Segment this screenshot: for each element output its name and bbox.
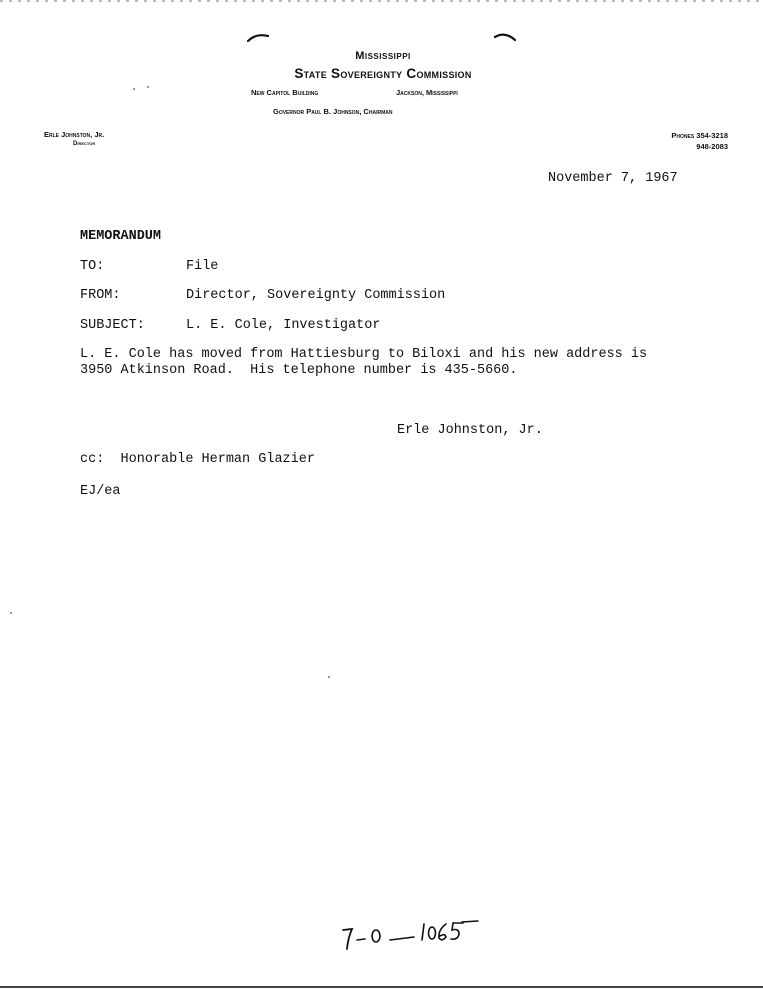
to-value: File xyxy=(186,259,219,274)
typist-initials: EJ/ea xyxy=(80,484,121,499)
letterhead-director-name: Erle Johnston, Jr. xyxy=(44,130,105,139)
subject-value: L. E. Cole, Investigator xyxy=(186,318,381,333)
signature-name: Erle Johnston, Jr. xyxy=(397,423,543,438)
cc-value: Honorable Herman Glazier xyxy=(120,452,315,467)
scan-speck xyxy=(133,88,135,90)
body-line-1: L. E. Cole has moved from Hattiesburg to Biloxi and his new address is xyxy=(80,347,648,362)
scan-speck xyxy=(147,86,149,88)
phone-number-1: 354-3218 xyxy=(696,131,728,140)
letterhead-director-title: Director xyxy=(73,141,96,147)
cc-label: cc: xyxy=(80,452,105,467)
right-swoosh-ornament xyxy=(494,32,516,42)
phones-label: Phones xyxy=(671,131,695,140)
scan-speck xyxy=(10,612,12,614)
cc-line xyxy=(80,452,315,467)
body-line-2: 3950 Atkinson Road. His telephone number is 435-5660. xyxy=(80,363,518,378)
letterhead-phones xyxy=(620,130,728,152)
subject-label: SUBJECT: xyxy=(80,318,145,333)
letterhead-state: Mississippi xyxy=(355,50,411,62)
handwritten-file-number xyxy=(338,918,488,952)
top-scan-edge xyxy=(0,0,763,2)
letterhead-agency: State Sovereignty Commission xyxy=(294,66,472,81)
phone-number-2: 948-2083 xyxy=(696,142,728,151)
left-swoosh-ornament xyxy=(247,32,269,42)
to-label: TO: xyxy=(80,259,105,274)
letterhead-address-city: Jackson, Mississippi xyxy=(396,88,458,97)
bottom-scan-edge xyxy=(0,986,763,988)
from-label: FROM: xyxy=(80,288,121,303)
letterhead-chairman: Governor Paul B. Johnson, Chairman xyxy=(273,107,393,116)
from-value: Director, Sovereignty Commission xyxy=(186,288,446,303)
memo-date: November 7, 1967 xyxy=(548,171,678,186)
memo-heading: MEMORANDUM xyxy=(80,229,162,244)
letterhead-address-building: New Capitol Building xyxy=(251,88,319,97)
scan-speck xyxy=(328,676,330,678)
